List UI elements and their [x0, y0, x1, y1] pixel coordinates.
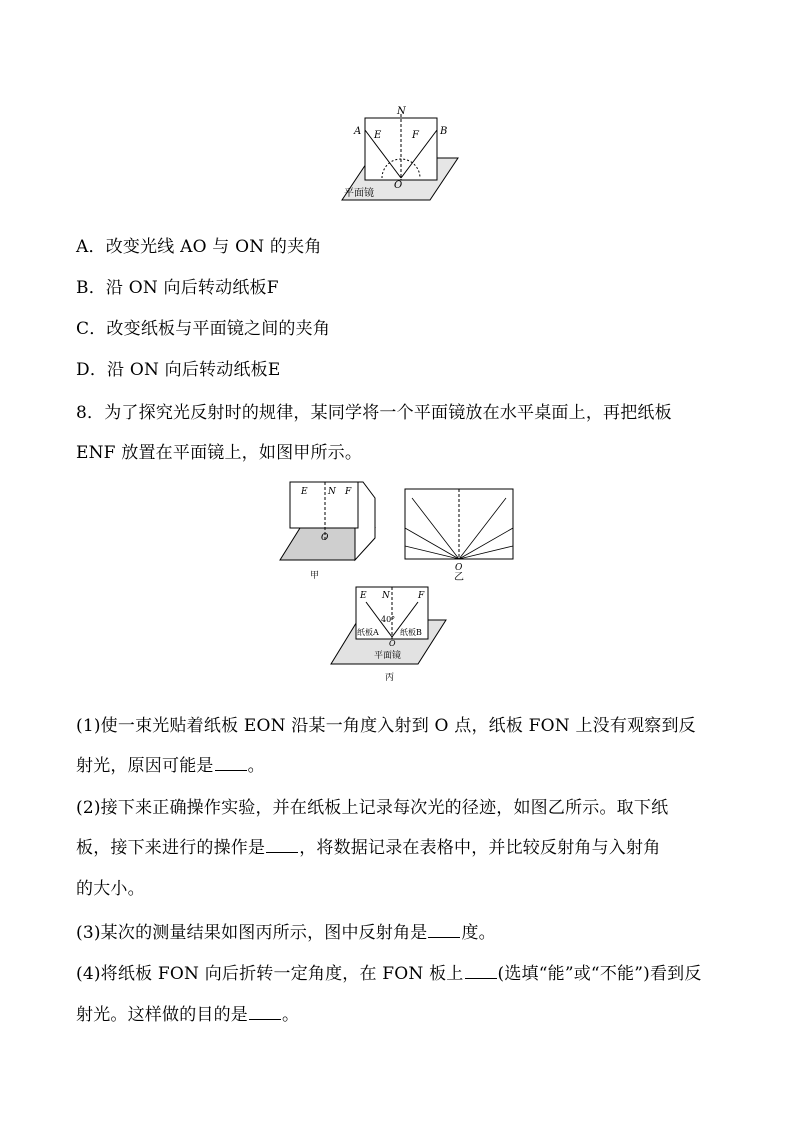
sub2-line2 — [76, 833, 660, 858]
q8-stem-line2: ENF 放置在平面镜上，如图甲所示。 — [76, 443, 363, 463]
label-f: F — [418, 591, 425, 601]
answer-blank[interactable] — [266, 838, 298, 853]
board-b-label: 纸板B — [400, 628, 422, 637]
sub4-line2 — [76, 1000, 299, 1025]
option-text: 改变光线 AO 与 ON 的夹角 — [105, 237, 322, 257]
text: 。 — [282, 1005, 300, 1025]
figure-bing — [328, 584, 453, 684]
answer-blank[interactable] — [249, 1005, 281, 1020]
board-a-label: 纸板A — [357, 628, 379, 637]
sub2-line3: 的大小。 — [76, 879, 145, 899]
text: (选填“能”或“不能”)看到反 — [497, 964, 702, 984]
figure-yi — [402, 488, 517, 583]
sub4-line1 — [76, 959, 702, 984]
label-o: O — [321, 533, 329, 543]
label-o: O — [389, 639, 396, 648]
label-o: O — [394, 180, 403, 191]
option-b — [76, 273, 279, 298]
label-n: N — [397, 106, 406, 117]
option-letter: B． — [76, 278, 106, 298]
option-d — [76, 355, 280, 380]
question-number: 8． — [76, 403, 105, 423]
option-text: 沿 ON 向后转动纸板F — [105, 278, 279, 298]
caption-yi: 乙 — [454, 572, 464, 583]
text: (3)某次的测量结果如图丙所示，图中反射角是 — [76, 923, 428, 943]
label-n: N — [328, 487, 336, 497]
label-e: E — [301, 487, 308, 497]
sub3-line — [76, 918, 496, 943]
label-o: O — [455, 563, 463, 573]
sub1-line2 — [76, 751, 265, 776]
answer-blank[interactable] — [465, 964, 497, 979]
sub1-line1: (1)使一束光贴着纸板 EON 沿某一角度入射到 O 点，纸板 FON 上没有观察到反 — [76, 716, 696, 736]
caption-bing: 丙 — [385, 673, 395, 683]
label-a: A — [354, 126, 362, 137]
text: 射光。这样做的目的是 — [76, 1005, 248, 1025]
answer-blank[interactable] — [428, 923, 460, 938]
text: 度。 — [461, 923, 496, 943]
text: ，将数据记录在表格中，并比较反射角与入射角 — [299, 838, 661, 858]
text: 射光，原因可能是 — [76, 756, 214, 776]
option-letter: A． — [76, 237, 106, 257]
label-e: E — [374, 130, 382, 141]
sub2-line1: (2)接下来正确操作实验，并在纸板上记录每次光的径迹，如图乙所示。取下纸 — [76, 798, 669, 818]
option-c — [76, 314, 330, 339]
stem-text: 为了探究光反射时的规律，某同学将一个平面镜放在水平桌面上，再把纸板 — [104, 403, 672, 423]
option-letter: D． — [76, 360, 108, 380]
q8-stem-line1 — [76, 398, 672, 423]
text: (4)将纸板 FON 向后折转一定角度，在 FON 板上 — [76, 964, 464, 984]
angle-label: 40° — [381, 615, 396, 624]
label-f: F — [412, 130, 419, 141]
label-b: B — [440, 126, 448, 137]
text: 板，接下来进行的操作是 — [76, 838, 266, 858]
figure-reflection-setup — [330, 100, 470, 205]
option-letter: C． — [76, 319, 107, 339]
option-a — [76, 232, 322, 257]
answer-blank[interactable] — [215, 756, 247, 771]
label-n: N — [382, 591, 390, 601]
option-text: 改变纸板与平面镜之间的夹角 — [106, 319, 331, 339]
caption-jia: 甲 — [310, 571, 320, 581]
mirror-label: 平面镜 — [374, 651, 402, 661]
mirror-label: 平面镜 — [344, 188, 374, 199]
label-f: F — [345, 487, 352, 497]
label-e: E — [360, 591, 367, 601]
figure-jia — [275, 480, 385, 580]
text: 。 — [247, 756, 265, 776]
option-text: 沿 ON 向后转动纸板E — [107, 360, 281, 380]
